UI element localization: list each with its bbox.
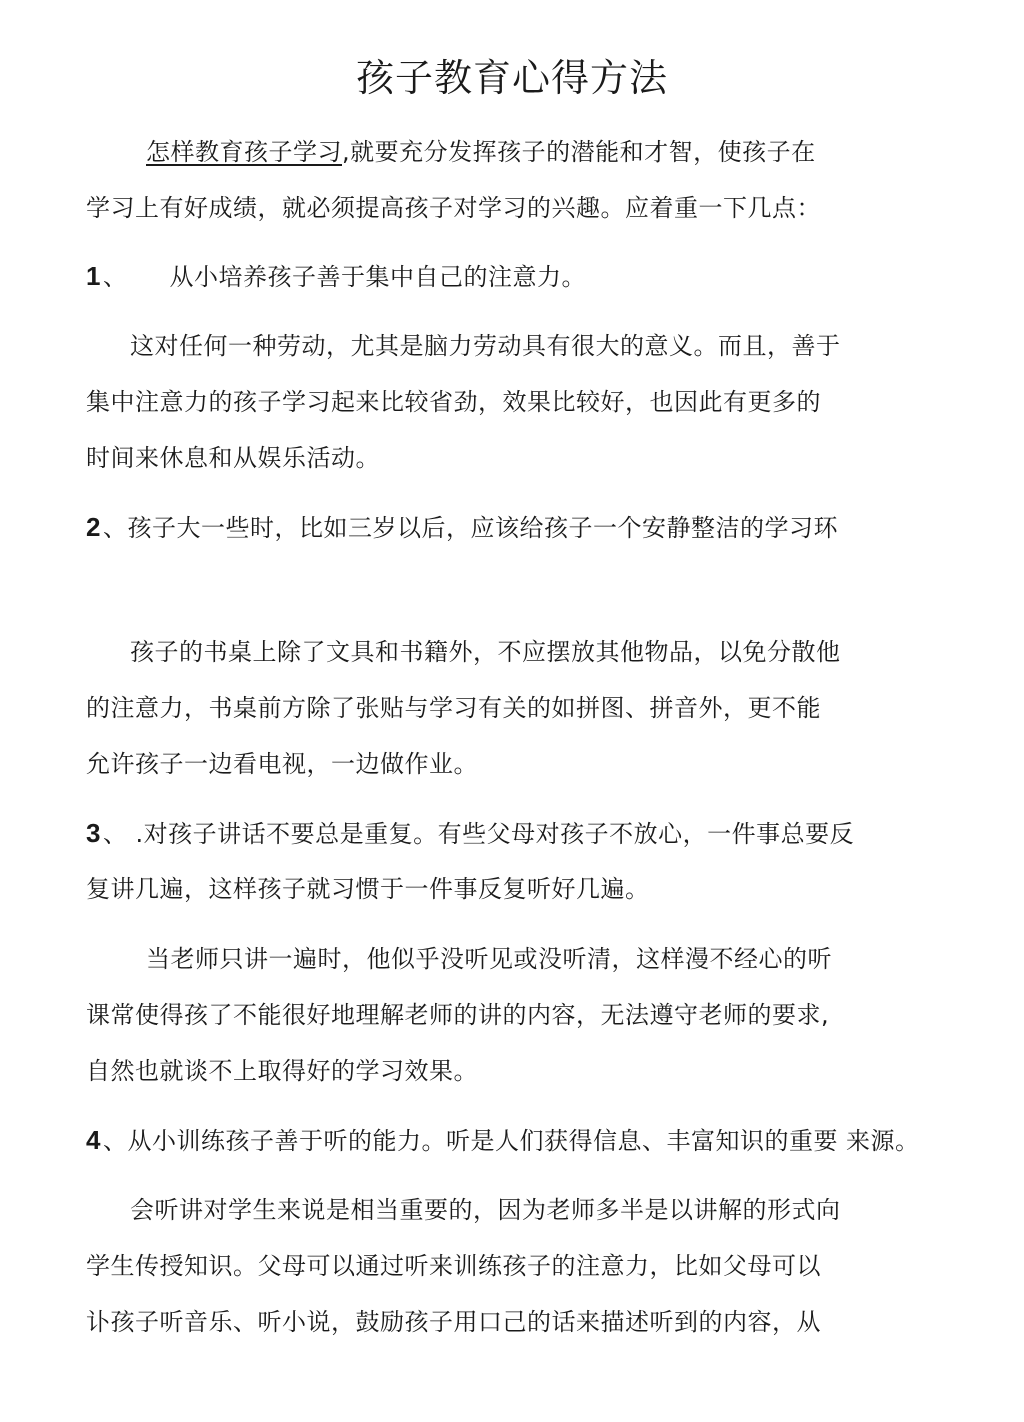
intro-line-1 xyxy=(146,136,816,168)
section-2-body-line: 孩子的书桌上除了文具和书籍外，不应摆放其他物品，以免分散他 xyxy=(130,638,841,666)
enum-separator: 、 xyxy=(102,1127,128,1155)
section-2-heading xyxy=(86,511,838,544)
section-4-heading xyxy=(86,1124,919,1157)
section-1-body-line: 时间来休息和从娱乐活动。 xyxy=(86,444,380,472)
section-2-body-line: 的注意力，书桌前方除了张贴与学习有关的如拼图、拼音外，更不能 xyxy=(86,694,821,722)
section-1-body-line: 集中注意力的孩子学习起来比较省劲，效果比较好，也因此有更多的 xyxy=(86,388,821,416)
section-heading-tail: 来源。 xyxy=(845,1127,920,1155)
section-1-body-line: 这对任何一种劳动，尤其是脑力劳动具有很大的意义。而且，善于 xyxy=(130,332,841,360)
section-3-heading-cont: 复讲几遍，这样孩子就习惯于一件事反复听好几遍。 xyxy=(86,875,650,903)
section-number: 3 xyxy=(86,818,101,848)
intro-link-text[interactable]: 怎样教育孩子学习 xyxy=(146,138,342,166)
section-heading-text: 孩子大一些时，比如三岁以后，应该给孩子一个安静整洁的学习环 xyxy=(127,514,838,542)
section-number: 4 xyxy=(86,1125,101,1155)
section-3-heading xyxy=(86,817,854,850)
section-3-body-line: 当老师只讲一遍时，他似乎没听见或没听清，这样漫不经心的听 xyxy=(146,945,832,973)
section-4-body-line: 会听讲对学生来说是相当重要的，因为老师多半是以讲解的形式向 xyxy=(130,1196,841,1224)
section-heading-text: .对孩子讲话不要总是重复。有些父母对孩子不放心，一件事总要反 xyxy=(135,820,855,848)
section-heading-text: 从小培养孩子善于集中自己的注意力。 xyxy=(169,263,586,291)
section-2-body-line: 允许孩子一边看电视，一边做作业。 xyxy=(86,750,478,778)
section-heading-text: 从小训练孩子善于听的能力。听是人们获得信息、丰富知识的重要 xyxy=(127,1127,838,1155)
section-3-body-line: 自然也就谈不上取得好的学习效果。 xyxy=(86,1057,478,1085)
section-1-heading xyxy=(86,260,586,293)
section-4-body-line: 学生传授知识。父母可以通过听来训练孩子的注意力，比如父母可以 xyxy=(86,1252,821,1280)
enum-separator: 、 xyxy=(102,263,128,291)
intro-line-2: 学习上有好成绩，就必须提高孩子对学习的兴趣。应着重一下几点： xyxy=(86,194,821,222)
enum-separator: 、 xyxy=(102,820,128,848)
section-3-body-line: 课常使得孩了不能很好地理解老师的讲的内容，无法遵守老师的要求, xyxy=(86,1001,830,1029)
section-number: 1 xyxy=(86,261,101,291)
intro-line-1-rest: ,就要充分发挥孩子的潜能和才智，使孩子在 xyxy=(342,138,816,166)
enum-separator: 、 xyxy=(102,514,128,542)
document-title: 孩子教育心得方法 xyxy=(355,56,668,100)
section-4-body-line: 讣孩子听音乐、听小说，鼓励孩子用口己的话来描述听到的内容，从 xyxy=(86,1308,821,1336)
section-number: 2 xyxy=(86,512,101,542)
